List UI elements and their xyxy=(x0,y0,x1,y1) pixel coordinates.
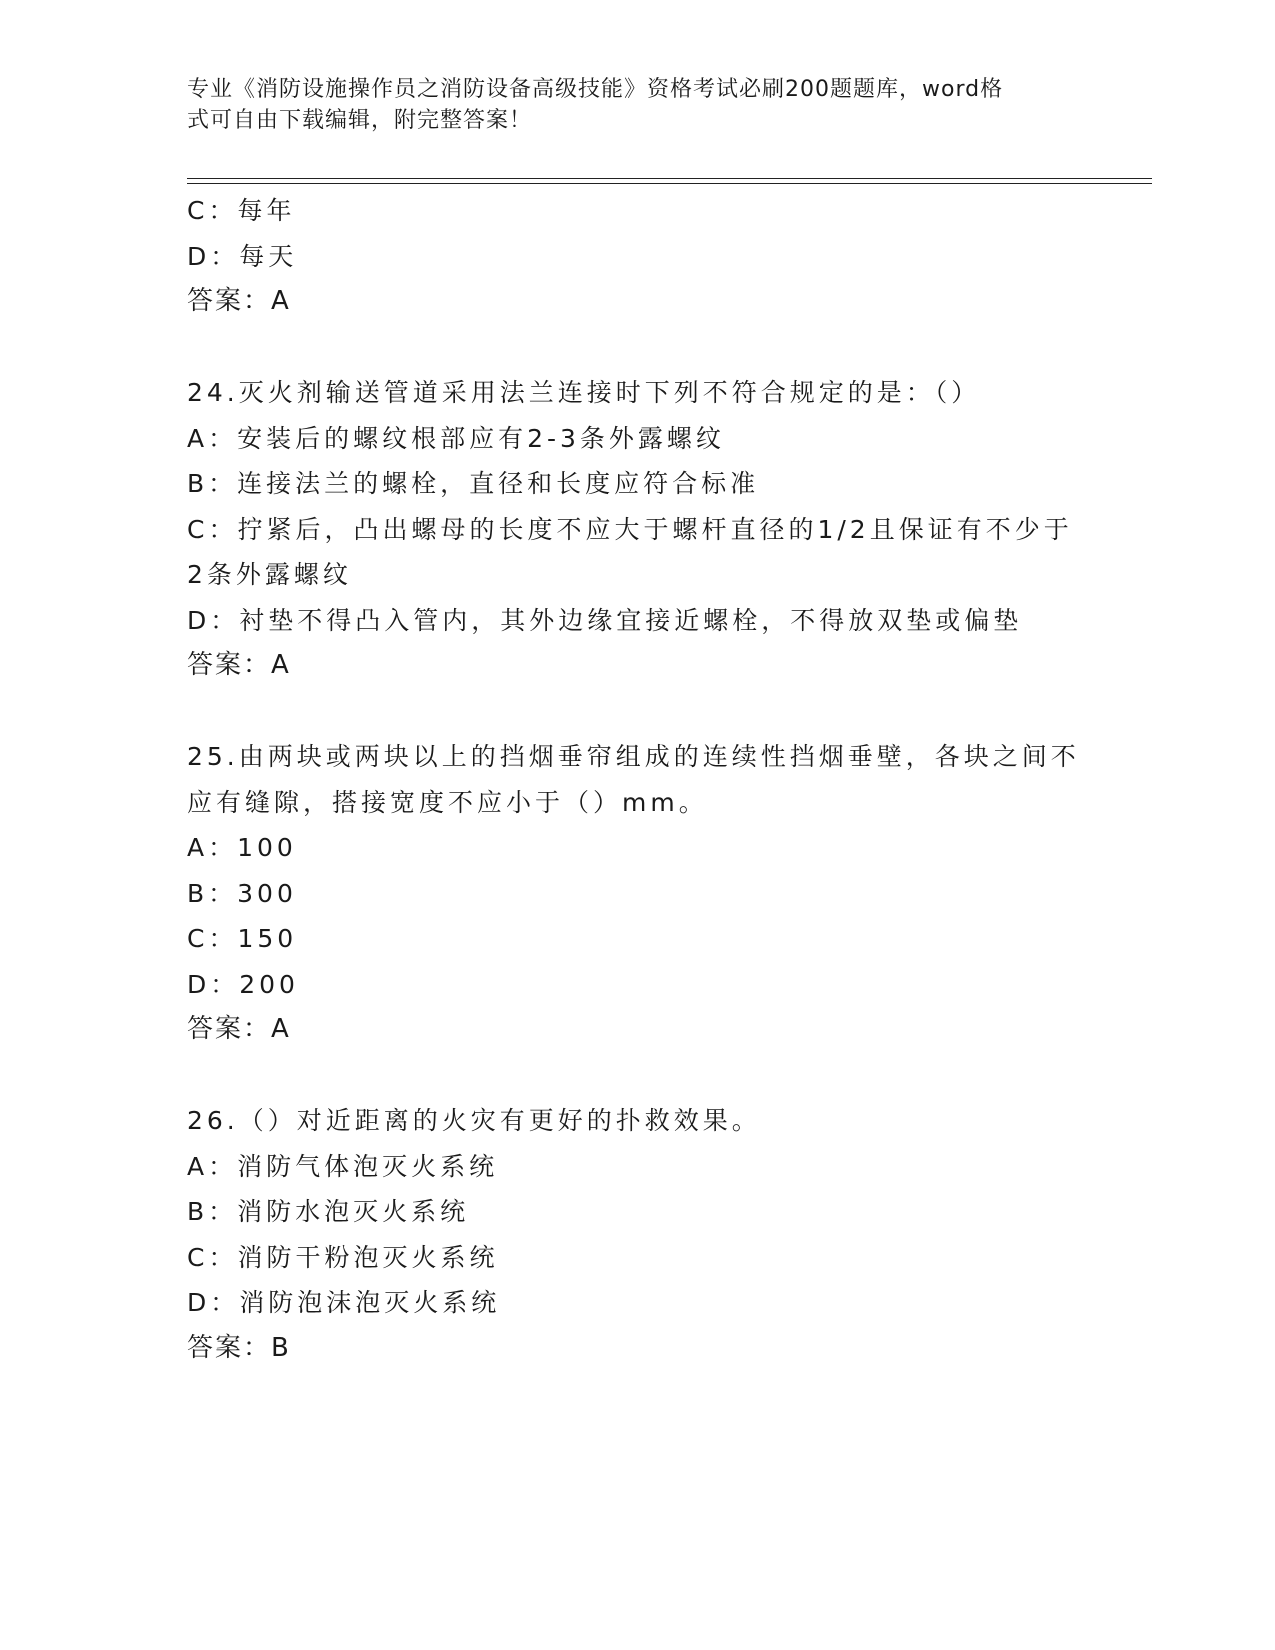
option-a: A：安装后的螺纹根部应有2-3条外露螺纹 xyxy=(187,423,725,453)
question-text: 24.灭火剂输送管道采用法兰连接时下列不符合规定的是：（） xyxy=(187,378,981,407)
document-body xyxy=(187,188,1087,1371)
option-a: A：消防气体泡灭火系统 xyxy=(187,1151,499,1181)
option-b: B：消防水泡灭火系统 xyxy=(187,1197,470,1226)
answer-line: 答案：A xyxy=(187,1014,291,1044)
question-gap xyxy=(187,1053,1087,1099)
question-gap xyxy=(187,689,1087,735)
question-24 xyxy=(187,370,1087,689)
option-c: C：消防干粉泡灭火系统 xyxy=(187,1242,499,1272)
question-gap xyxy=(187,325,1087,371)
option-b: B：300 xyxy=(187,878,297,908)
option-b: B：连接法兰的螺栓，直径和长度应符合标准 xyxy=(187,469,760,498)
question-25 xyxy=(187,734,1087,1053)
question-text: 26.（）对近距离的火灾有更好的扑救效果。 xyxy=(187,1106,761,1135)
option-c-continued: 2条外露螺纹 xyxy=(187,560,352,589)
document-header xyxy=(187,74,1067,136)
answer-line: 答案：A xyxy=(187,650,291,680)
option-d: D：消防泡沫泡灭火系统 xyxy=(187,1288,501,1317)
option-a: A：100 xyxy=(187,833,297,862)
option-d: D：200 xyxy=(187,969,299,999)
question-23-tail xyxy=(187,188,1087,325)
header-line-2: 式可自由下载编辑，附完整答案！ xyxy=(187,108,533,133)
option-c: C：每年 xyxy=(187,196,296,225)
option-d: D：衬垫不得凸入管内，其外边缘宜接近螺栓，不得放双垫或偏垫 xyxy=(187,605,1023,635)
question-text: 25.由两块或两块以上的挡烟垂帘组成的连续性挡烟垂壁，各块之间不 xyxy=(187,742,1080,771)
option-c: C：150 xyxy=(187,924,298,953)
answer-line: 答案：B xyxy=(187,1332,291,1363)
question-26 xyxy=(187,1098,1087,1371)
header-divider-bottom xyxy=(187,183,1152,184)
question-text-continued: 应有缝隙，搭接宽度不应小于（）mm。 xyxy=(187,787,708,817)
option-d: D：每天 xyxy=(187,241,298,271)
header-divider-top xyxy=(187,178,1152,179)
option-c: C：拧紧后，凸出螺母的长度不应大于螺杆直径的1/2且保证有不少于 xyxy=(187,514,1073,544)
header-line-1: 专业《消防设施操作员之消防设备高级技能》资格考试必刷200题题库，word格 xyxy=(187,77,1004,102)
answer-line: 答案：A xyxy=(187,286,291,316)
